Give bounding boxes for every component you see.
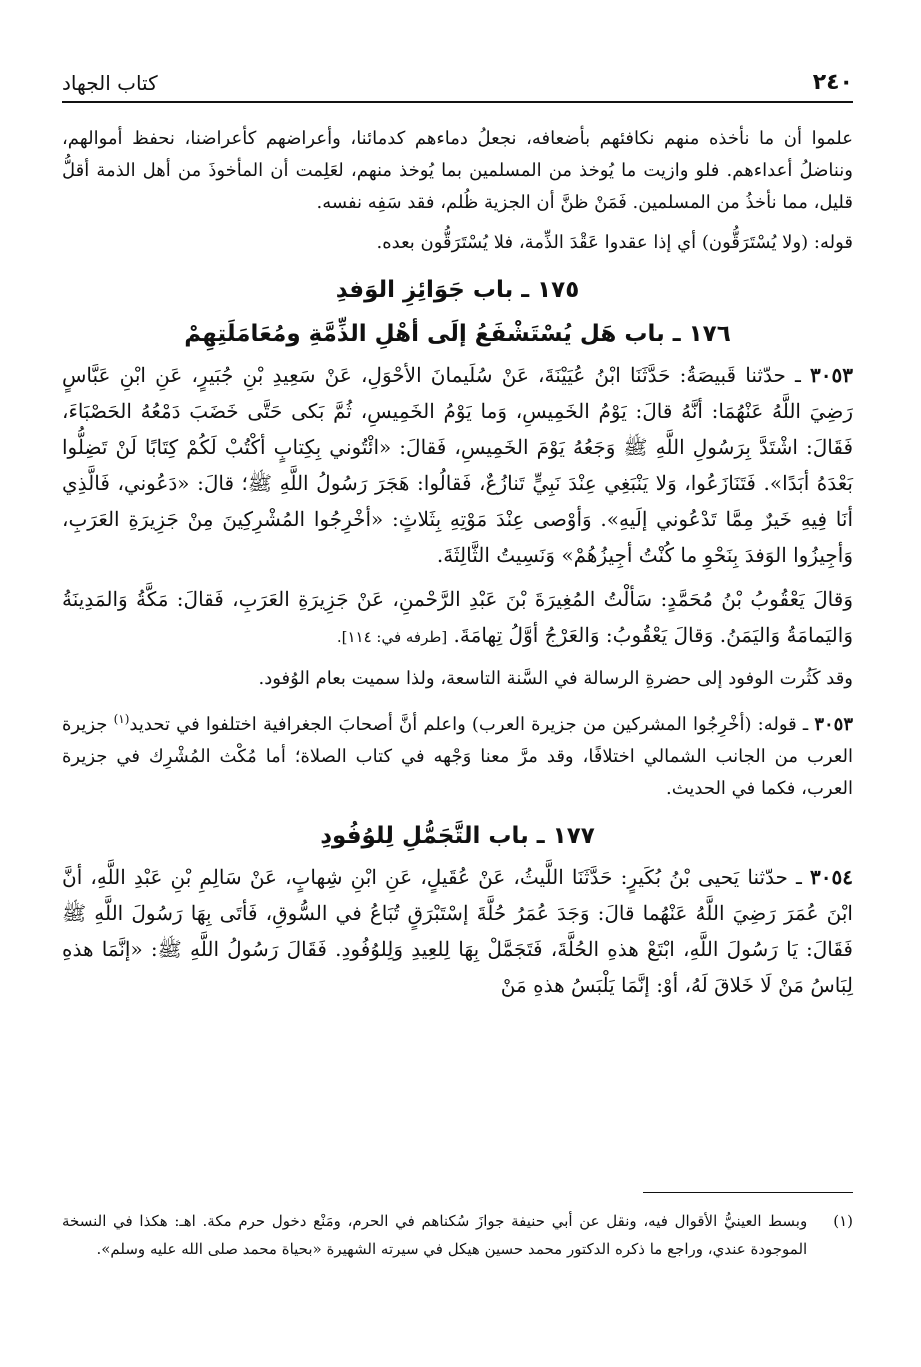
chapter-175-title: ١٧٥ ـ باب جَوَائِزِ الوَفدِ bbox=[335, 277, 580, 303]
yaqub-text: وَقالَ يَعْقُوبُ بْنُ مُحَمَّدٍ: سَألْتُ المُغِيرَةَ بْنَ عَبْدِ الرَّحْمنِ، عَنْ جَزِيرَةِ العَرَبِ، فَقالَ: مَكَّةُ وَالمَدِينَةُ وَاليَمامَةُ وَاليَمَنُ. وَقالَ يَعْقُوبُ: وَالعَرْجُ أوَّلُ تِهامَةَ. bbox=[62, 587, 853, 647]
commentary-number: ٣٠٥٣ bbox=[814, 714, 853, 735]
commentary-text-before: ـ قوله: (أخْرِجُوا المشركين من جزيرة العرب) واعلم أنَّ أصحابَ الجغرافية اختلفوا في تحديد bbox=[129, 714, 815, 735]
hadith-3053 bbox=[62, 357, 853, 573]
hadith-number: ٣٠٥٤ bbox=[810, 865, 853, 889]
hadith-number: ٣٠٥٣ bbox=[810, 363, 853, 387]
paragraph-jizya: علموا أن ما نأخذه منهم نكافئهم بأضعافه، نجعلُ دماءهم كدمائنا، وأعراضهم كأعراضنا، نحفظ أموالهم، ونناضلُ أعداءهم. فلو وازيت ما يُوخذ من المسلمين بما يُوخذ منهم، لعَلِمت أن المأخوذَ من أهل الذمة أقلُّ قليل، مما نأخذُ من المسلمين. فَمَنْ ظنَّ أن الجزية ظُلم، فقد سَفِه نفسه. bbox=[62, 128, 853, 213]
chapter-176-title: ١٧٦ ـ باب هَل يُسْتَشْفَعُ إلَى أهْلِ الذِّمَّةِ ومُعَامَلَتِهِمْ bbox=[184, 321, 731, 347]
book-title: كتاب الجهاد bbox=[62, 71, 158, 95]
hadith-text: ـ حدّثنا يَحيى بْنُ بُكَيرٍ: حَدَّثَنَا اللَّيثُ، عَنْ عُقَيلٍ، عَنِ ابْنِ شِهابٍ، عَنْ سَالِمِ بْنِ عَبْدِ اللَّهِ، أنَّ ابْنَ عُمَرَ رَضِيَ اللَّهُ عَنْهُما قالَ: وَجَدَ عُمَرُ حُلَّةَ إسْتَبْرَقٍ تُبَاعُ في السُّوقِ، فَأتَى بِهَا رَسُولَ اللَّهِ ﷺ فَقَالَ: يَا رَسُولَ اللَّهِ، ابْتَعْ هذهِ الحُلَّةَ، فَتَجَمَّلْ بِهَا لِلعِيدِ وَلِلوُفُودِ. فَقَالَ رَسُولُ اللَّهِ ﷺ: «إنَّمَا هذهِ لِبَاسُ مَنْ لَا خَلاقَ لَهُ، أوْ: إنَّمَا يَلْبَسُ هذهِ مَنْ bbox=[62, 865, 853, 997]
commentary-3053 bbox=[62, 703, 853, 805]
footnote-divider bbox=[643, 1192, 853, 1193]
paragraph-la-yustaraqqun: قوله: (ولا يُسْتَرَقُّون) أي إذا عقدوا عَقْدَ الذِّمة، فلا يُسْتَرَقُّون بعده. bbox=[376, 232, 853, 253]
footnotes-section bbox=[62, 1192, 853, 1263]
page-header bbox=[62, 70, 853, 103]
footnote-mark: (١) bbox=[833, 1212, 853, 1230]
commentary-text-after: جزيرة العرب من الجانب الشمالي اختلافًا، وقد مرَّ معنا وَجْهه في كتاب الصلاة؛ أما مُكْث المُشْرِك في جزيرة العرب، فكما في الحديث. bbox=[62, 714, 853, 799]
footnote-text: وبسط العينيُّ الأقوال فيه، ونقل عن أبي حنيفة جوازَ سُكناهم في الحرم، ومَنْع دخول حرم مكة. اهـ: هكذا في النسخة الموجودة عندي، وراجع ما ذكره الدكتور محمد حسين هيكل في سيرته الشهيرة «بحياة محمد صلى الله عليه وسلم». bbox=[62, 1212, 808, 1258]
hadith-text: ـ حدّثنا قَبيصَةُ: حَدَّثَنَا ابْنُ عُيَيْنَةَ، عَنْ سُلَيمانَ الأحْوَلِ، عَنْ سَعِيدِ بْنِ جُبَيرٍ، عَنِ ابْنِ عَبَّاسٍ رَضِيَ اللَّهُ عَنْهُمَا: أنَّهُ قالَ: يَوْمُ الخَمِيسِ، وَما يَوْمُ الخَمِيسِ، ثُمَّ بَكى حَتَّى خَضَبَ دَمْعُهُ الحَصْبَاءَ، فَقَالَ: اشْتَدَّ بِرَسُولِ اللَّهِ ﷺ وَجَعُهُ يَوْمَ الخَمِيسِ، فَقالَ: «ائْتُوني بِكِتابٍ أكْتُبْ لَكُمْ كِتَابًا لَنْ تَضِلُّوا بَعْدَهُ أبَدًا». فَتَنَازَعُوا، وَلا يَنْبَغِي عِنْدَ نَبِيٍّ تَنازُعٌ، فَقالُوا: هَجَرَ رَسُولُ اللَّهِ ﷺ؛ قالَ: «دَعُوني، فَالَّذِي أنَا فِيهِ خَيرٌ مِمَّا تَدْعُوني إلَيهِ». وَأوْصى عِنْدَ مَوْتِهِ بِثَلاثٍ: «أخْرِجُوا المُشْرِكِينَ مِنْ جَزِيرَةِ العَرَبِ، وَأجِيزُوا الوَفدَ بِنَحْوِ ما كُنْتُ أجِيزُهُمْ» وَنَسِيتُ الثَّالِثَةَ. bbox=[62, 363, 854, 567]
yaqub-narration bbox=[62, 581, 853, 655]
tarafuhu-reference: [طرفه في: ١١٤]. bbox=[336, 628, 448, 646]
page-number: ٢٤٠ bbox=[812, 70, 853, 95]
commentary-wufud: وقد كَثُرت الوفود إلى حضرةِ الرسالة في السَّنة التاسعة، ولذا سميت بعام الوُفود. bbox=[258, 668, 853, 689]
footnote-1 bbox=[62, 1207, 853, 1263]
chapter-177-title: ١٧٧ ـ باب التَّجَمُّلِ لِلوُفُودِ bbox=[320, 823, 595, 849]
page-body bbox=[62, 123, 853, 1003]
footnote-reference[interactable]: (١) bbox=[113, 712, 130, 726]
hadith-3054 bbox=[62, 859, 853, 1003]
